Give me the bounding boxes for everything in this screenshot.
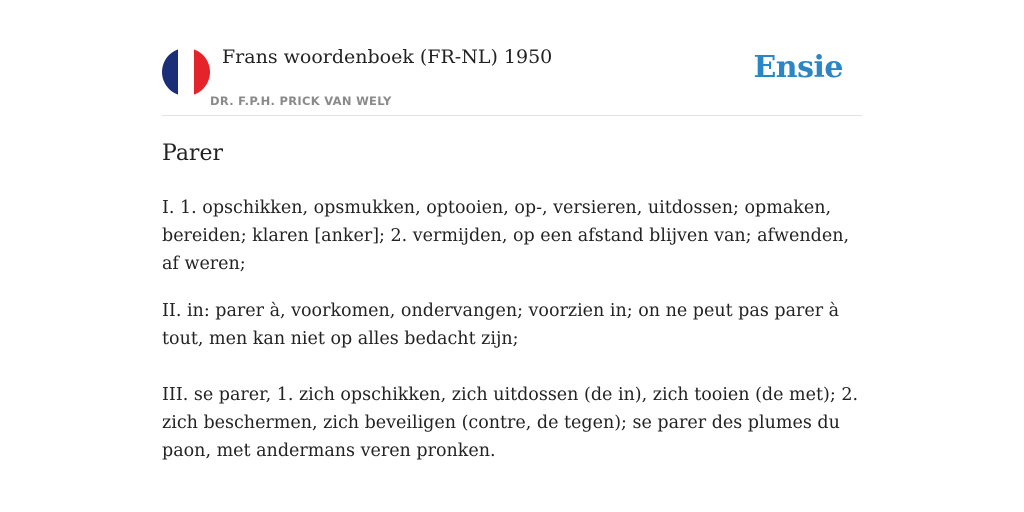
dictionary-header bbox=[162, 40, 862, 116]
dictionary-title[interactable]: Frans woordenboek (FR-NL) 1950 bbox=[222, 46, 553, 68]
entry-sense-1: I. 1. opschikken, opsmukken, optooien, op-, versieren, uitdossen; opmaken, bereiden; klaren [anker]; 2. vermijden, op een afstand blijven van; afwenden, af weren; bbox=[162, 198, 850, 274]
dictionary-author: DR. F.P.H. PRICK VAN WELY bbox=[210, 94, 392, 108]
entry-sense-2: II. in: parer à, voorkomen, ondervangen; voorzien in; on ne peut pas parer à tout, men kan niet op alles bedacht zijn; bbox=[162, 301, 840, 349]
entry-sense-3: III. se parer, 1. zich opschikken, zich uitdossen (de in), zich tooien (de met); 2. zich beschermen, zich beveiligen (contre, de tegen); se parer des plumes du paon, met andermans veren pronken. bbox=[162, 385, 859, 461]
entry-content bbox=[162, 138, 862, 465]
brand-logo[interactable]: Ensie bbox=[753, 50, 843, 85]
entry-headword: Parer bbox=[162, 141, 223, 166]
france-flag-icon bbox=[162, 48, 210, 96]
